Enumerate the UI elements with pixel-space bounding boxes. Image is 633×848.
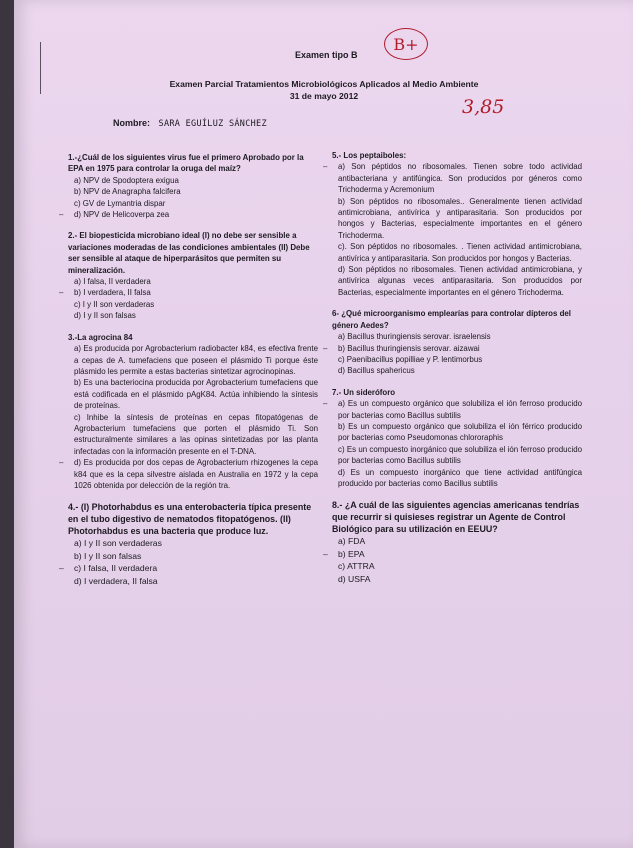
- exam-title-line1: Examen Parcial Tratamientos Microbiológicos Aplicados al Medio Ambiente: [169, 79, 479, 89]
- question-3: [59, 332, 318, 492]
- question-8-title: 8.- ¿A cuál de las siguientes agencias americanas tendrías que recurrir si quisieses registrar un Agente de Control Biológico para su utilización en EEUU?: [332, 500, 580, 535]
- answer-mark: –: [59, 288, 64, 298]
- question-8: [323, 499, 582, 585]
- name-row: [113, 118, 267, 129]
- question-3-title: 3.-La agrocina 84: [68, 332, 133, 342]
- option-a[interactable]: – a) Es un compuesto orgánico que solubiliza el ión ferroso producido por bacterias como Bacillus subtilis: [323, 399, 582, 420]
- question-4: [59, 501, 318, 587]
- option-d[interactable]: d) Son péptidos no ribosomales. Tienen actividad antimicrobiana, y antivírica algunas veces antiparasitaria. Son producidos por Bacterias, especialmente importantes en el género Trichoderma.: [338, 265, 582, 297]
- student-name: SARA EGUÍLUZ SÁNCHEZ: [158, 119, 267, 129]
- margin-line: [40, 42, 41, 94]
- option-c[interactable]: – c) I falsa, II verdadera: [59, 563, 158, 574]
- question-5: [323, 150, 582, 298]
- option-a[interactable]: a) Bacillus thuringiensis serovar. israelensis: [338, 332, 491, 342]
- exam-date: 31 de mayo 2012: [289, 91, 359, 101]
- option-b[interactable]: – b) EPA: [323, 548, 365, 559]
- option-d[interactable]: d) Bacillus spahericus: [338, 366, 415, 376]
- answer-mark: –: [59, 458, 64, 468]
- question-4-title: 4.- (I) Photorhabdus es una enterobacteria típica presente en el tubo digestivo de nematodos fitopatógenos. (II) Photorhabdus es una bacteria que produce luz.: [68, 502, 312, 537]
- option-d[interactable]: d) I y II son falsas: [74, 311, 136, 321]
- option-b[interactable]: b) NPV de Anagrapha falcifera: [74, 187, 181, 197]
- option-a[interactable]: a) Es producida por Agrobacterium radiobacter k84, es efectiva frente a cepas de A. tumefaciens que poseen el plásmido Ti porque éste plásmido les permite a estas bacterias sintetizar agrocinopinas.: [74, 344, 318, 376]
- question-5-title: 5.- Los peptaiboles:: [332, 151, 407, 160]
- exam-title: [144, 78, 504, 102]
- option-d[interactable]: – d) Es producida por dos cepas de Agrobacterium rhizogenes la cepa k84 que es la cepa silvestre aislada en Australia en 1972 y la cepa 1026 obtenida por delección de la región tra.: [59, 458, 318, 490]
- question-6-title: 6- ¿Qué microorganismo emplearías para controlar dípteros del género Aedes?: [332, 309, 571, 330]
- left-column: [59, 152, 318, 597]
- answer-mark: –: [323, 343, 328, 353]
- right-column: [323, 150, 582, 595]
- option-c[interactable]: c) Es un compuesto inorgánico que solubiliza el ión ferroso producido por bacterias como Bacillus subtilis: [338, 444, 582, 466]
- grade-text: B+: [393, 34, 419, 54]
- question-1: [59, 152, 318, 220]
- exam-type: Examen tipo B: [295, 50, 358, 60]
- option-b[interactable]: – b) Bacillus thuringiensis serovar. aizawai: [323, 343, 480, 353]
- answer-mark: –: [323, 162, 328, 172]
- exam-paper: [14, 0, 633, 848]
- question-2-title: 2.- El biopesticida microbiano ideal (I) no debe ser sensible a variaciones moderadas de las condiciones ambientales (II) Debe ser sensible al ataque de hiperparásitos que permiten su mineralización.: [68, 231, 310, 275]
- question-6: [323, 308, 582, 376]
- option-c[interactable]: c) Paenibacillus popilliae y P. lentimorbus: [338, 354, 483, 364]
- name-label: Nombre:: [113, 118, 151, 128]
- option-c[interactable]: c) ATTRA: [338, 561, 375, 572]
- option-c[interactable]: c). Son péptidos no ribosomales. . Tienen actividad antimicrobiana, antivírica y antiparasitaria. Son producidos por hongos y Bacterias.: [338, 242, 582, 263]
- option-c[interactable]: c) Inhibe la síntesis de proteínas en cepas fitopatógenas de Agrobacterium tumefaciens que porten el plásmido Ti. Son estructuralmente similares a las opinas sintetizadas por las planta infectadas con la información presente en el T-DNA.: [74, 412, 318, 456]
- question-7-title: 7.- Un sideróforo: [332, 387, 396, 397]
- option-d[interactable]: d) I verdadera, II falsa: [74, 575, 158, 586]
- option-a[interactable]: – a) Son péptidos no ribosomales. Tienen sobre todo actividad antibacteriana y antifúngica. Son producidos por géneros como Trichoderma y Acremonium: [323, 162, 582, 195]
- question-2: [59, 230, 318, 321]
- option-a[interactable]: a) I y II son verdaderas: [74, 538, 162, 549]
- option-b[interactable]: – b) I verdadera, II falsa: [59, 288, 151, 298]
- score-mark: 3,85: [462, 96, 505, 118]
- question-1-title: 1.-¿Cuál de los siguientes virus fue el primero Aprobado por la EPA en 1975 para controlar la oruga del maíz?: [68, 153, 304, 174]
- question-7: [323, 387, 582, 490]
- option-b[interactable]: b) Son péptidos no ribosomales.. Generalmente tienen actividad antimicrobiana, antivírica y antiparasitaria. Son producidos por hongos y Bacterias, especialmente importantes en el género Trichoderma.: [338, 196, 582, 240]
- grade-mark: [384, 28, 428, 60]
- option-b[interactable]: b) Es una bacteriocina producida por Agrobacterium tumefaciens que está codificada en el plásmido pAgK84. Actúa inhibiendo la síntesis de proteínas.: [74, 378, 318, 411]
- option-a[interactable]: a) FDA: [338, 536, 366, 547]
- option-c[interactable]: c) GV de Lymantria dispar: [74, 198, 166, 208]
- answer-mark: –: [59, 563, 64, 574]
- answer-mark: –: [59, 210, 64, 220]
- option-d[interactable]: d) Es un compuesto inorgánico que tiene actividad antifúngica producido por bacterias como Bacillus subtilis: [338, 467, 582, 488]
- answer-mark: –: [323, 399, 328, 409]
- option-b[interactable]: b) Es un compuesto orgánico que solubiliza el ión férrico producido por bacterias como Pseudomonas chlororaphis: [338, 421, 582, 443]
- answer-mark: –: [323, 548, 328, 559]
- option-d[interactable]: – d) NPV de Helicoverpa zea: [59, 210, 170, 220]
- option-d[interactable]: d) USFA: [338, 573, 371, 584]
- option-a[interactable]: a) I falsa, II verdadera: [74, 277, 151, 287]
- option-b[interactable]: b) I y II son falsas: [74, 550, 142, 561]
- option-c[interactable]: c) I y II son verdaderas: [74, 299, 155, 309]
- option-a[interactable]: a) NPV de Spodoptera exigua: [74, 175, 179, 185]
